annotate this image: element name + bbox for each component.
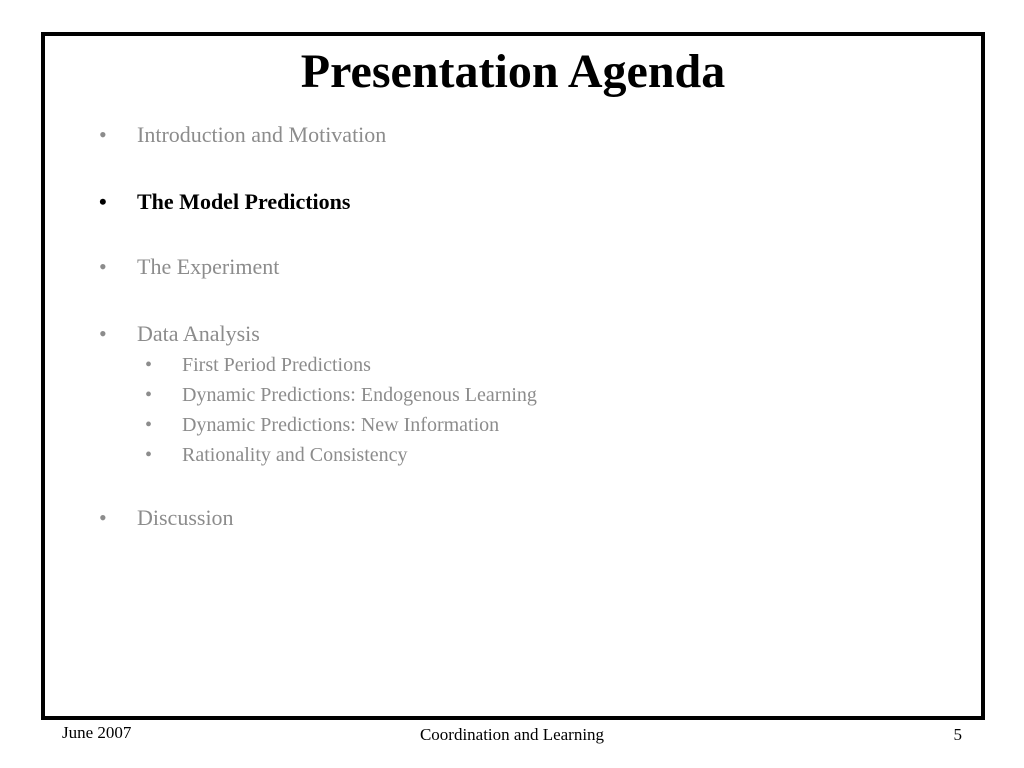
footer-page-number: 5	[953, 725, 962, 744]
slide-title: Presentation Agenda	[300, 45, 726, 98]
bullet-icon: •	[99, 505, 107, 530]
agenda-item-label: Discussion	[137, 505, 234, 530]
agenda-subitem-label: Rationality and Consistency	[182, 444, 408, 466]
footer-date: June 2007	[62, 723, 132, 742]
footer-title: Coordination and Learning	[419, 725, 605, 744]
agenda-item-label: Data Analysis	[137, 321, 260, 346]
agenda-item-label: The Experiment	[137, 254, 280, 279]
agenda-item-label: The Model Predictions	[137, 189, 351, 214]
bullet-icon: •	[99, 122, 107, 147]
agenda-subitem-label: Dynamic Predictions: New Information	[182, 414, 500, 436]
bullet-icon: •	[99, 321, 107, 346]
slide-frame	[41, 32, 985, 720]
agenda-item-label: Introduction and Motivation	[137, 122, 387, 147]
bullet-icon: •	[145, 354, 153, 376]
bullet-icon: •	[145, 384, 153, 406]
agenda-subitem-label: Dynamic Predictions: Endogenous Learning	[182, 384, 537, 406]
agenda-subitem-label: First Period Predictions	[182, 354, 371, 376]
bullet-icon: •	[99, 254, 107, 279]
bullet-icon: •	[145, 414, 153, 436]
bullet-icon: •	[145, 444, 153, 466]
bullet-icon: •	[99, 189, 107, 214]
